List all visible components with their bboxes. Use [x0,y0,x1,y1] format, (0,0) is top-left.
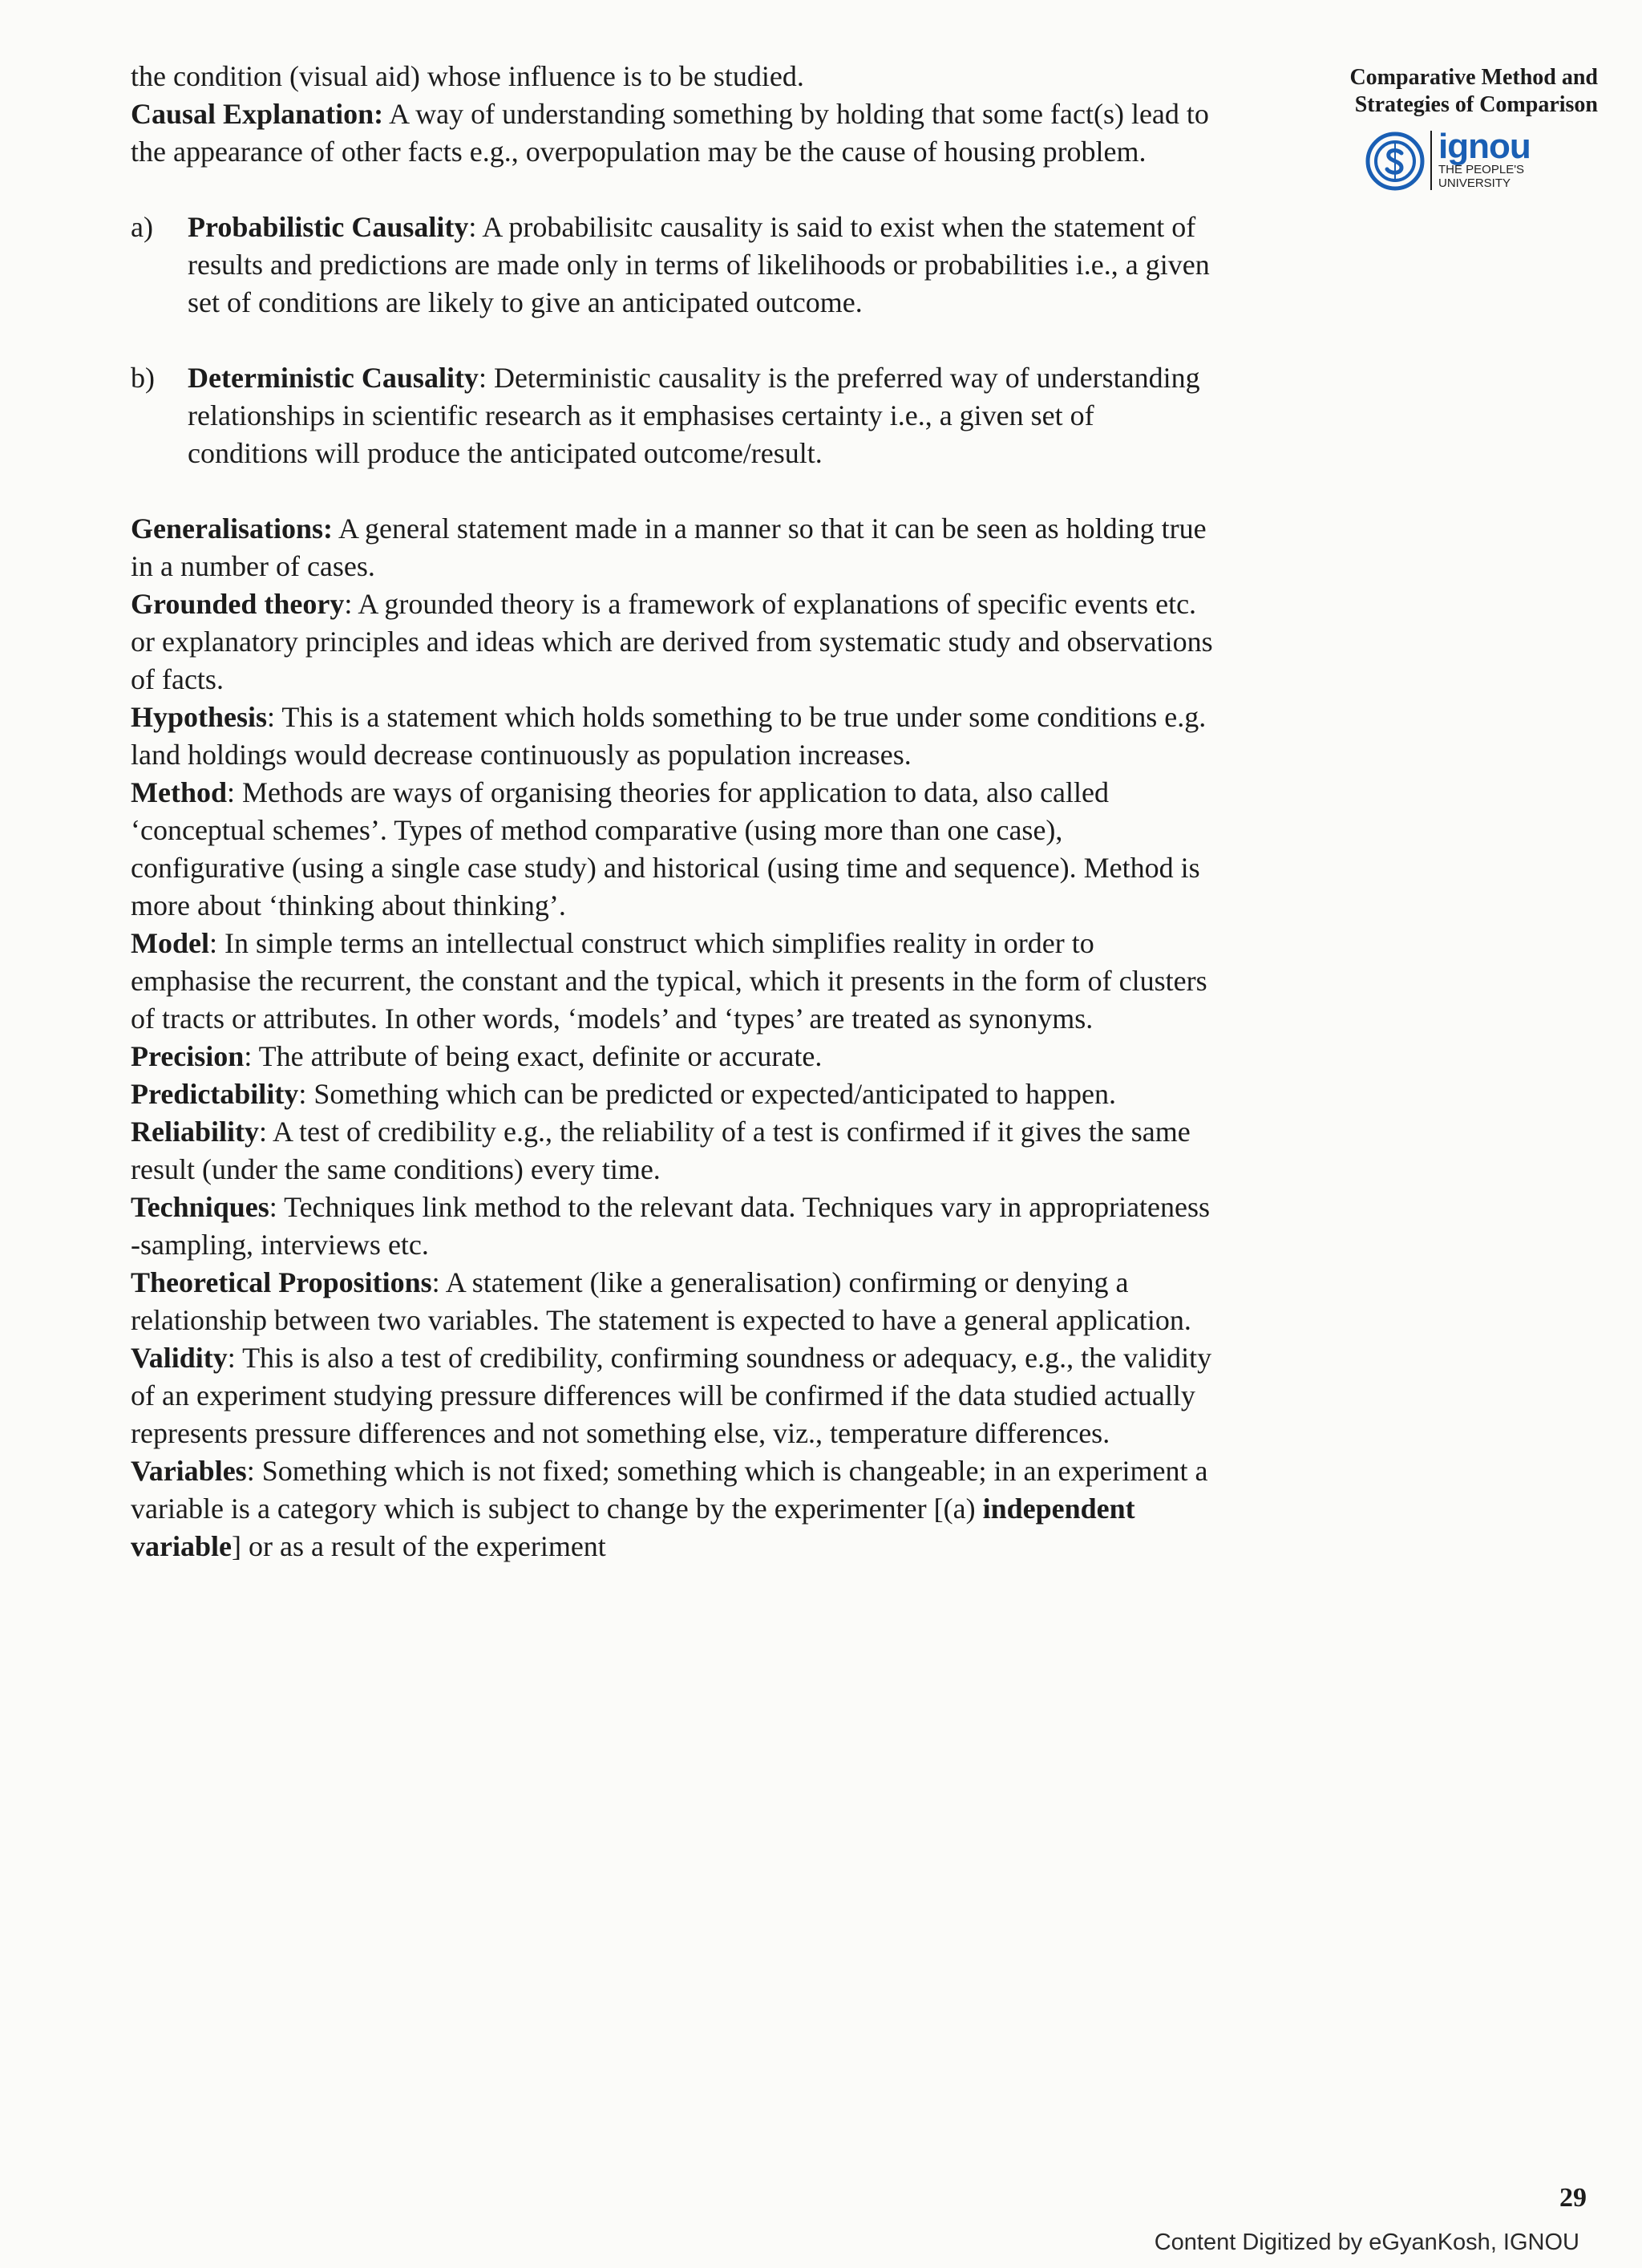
glossary-term: Variables [131,1455,247,1487]
ignou-tagline-1: THE PEOPLE'S [1438,163,1525,176]
glossary-definition: A general statement made in a manner so that it can be seen as holding true in a number of cases. [131,512,1207,582]
glossary-term: Generalisations: [131,512,333,545]
glossary-entry-grounded-theory [131,585,1221,699]
intro-line: the condition (visual aid) whose influence is to be studied. [131,60,804,92]
causality-types-list [131,209,1221,472]
glossary-term: Probabilistic Causality [188,211,469,243]
glossary-term: Precision [131,1040,245,1072]
glossary-definition: : Techniques link method to the relevant data. Techniques vary in appropriateness -sampling, interviews etc. [131,1191,1211,1261]
digitization-credit: Content Digitized by eGyanKosh, IGNOU [1154,2230,1579,2255]
glossary-term: Theoretical Propositions [131,1266,432,1298]
glossary-term: Model [131,927,209,959]
glossary-term: Method [131,776,227,808]
glossary-definition: : Something which is not fixed; something which is changeable; in an experiment a variable is a category which is subject to change by the experimenter [(a) [131,1455,1208,1525]
glossary-definition: : A statement (like a generalisation) confirming or denying a relationship between two variables. The statement is expected to have a general application. [131,1266,1191,1336]
glossary-definition: : This is also a test of credibility, confirming soundness or adequacy, e.g., the validity of an experiment studying pressure differences will be confirmed if the data studied actually represents pressure differences and not something else, viz., temperature differences. [131,1342,1212,1449]
glossary-definition-tail: ] or as a result of the experiment [231,1530,606,1562]
list-item-body [188,209,1221,322]
glossary-definition: : A probabilisitc causality is said to exist when the statement of results and predictions are made only in terms of likelihoods or probabilities i.e., a given set of conditions are likely to give an anticipated outcome. [188,211,1210,318]
glossary-entry-hypothesis [131,699,1221,774]
glossary-term: Techniques [131,1191,269,1223]
glossary-definition: : Deterministic causality is the preferred way of understanding relationships in scientific research as it emphasises certainty i.e., a given set of conditions will produce the anticipated outcome/result. [188,362,1200,469]
glossary-entry-model [131,925,1221,1038]
running-header-line-2: Strategies of Comparison [1354,92,1598,117]
ignou-brand-name: ignou [1438,127,1531,166]
glossary-definition: : A grounded theory is a framework of explanations of specific events etc. or explanatory principles and ideas which are derived from systematic study and observations of facts. [131,588,1213,695]
running-header-line-1: Comparative Method and [1349,65,1598,90]
glossary-term: Grounded theory [131,588,345,620]
list-item-letter: b) [131,362,155,394]
running-header [1293,64,1598,119]
glossary-definition: : Methods are ways of organising theories for application to data, also called ‘conceptual schemes’. Types of method comparative (using more than one case), configurative (using a single case study) and historical (using time and sequence). Method is more about ‘thinking about thinking’. [131,776,1200,921]
glossary-term: Predictability [131,1078,299,1110]
glossary-entry-causal-explanation [131,95,1221,171]
page-number: 29 [1559,2183,1587,2213]
ignou-logo [1365,127,1541,195]
glossary-definition: A way of understanding something by holding that some fact(s) lead to the appearance of other facts e.g., overpopulation may be the cause of housing problem. [131,98,1209,168]
list-item [131,209,1221,322]
glossary-definition: : The attribute of being exact, definite or accurate. [244,1040,823,1072]
glossary-body [131,58,1221,1565]
glossary-entry-theoretical-propositions [131,1264,1221,1339]
glossary-entry-techniques [131,1189,1221,1264]
ignou-logo-icon [1365,131,1426,192]
glossary-entry-method [131,774,1221,925]
glossary-term: Validity [131,1342,228,1374]
ignou-brand [1430,127,1531,190]
glossary-entry-variables [131,1452,1221,1565]
glossary-definition: : In simple terms an intellectual construct which simplifies reality in order to emphasise the recurrent, the constant and the typical, which it presents in the form of clusters of tracts or attributes. In other words, ‘models’ and ‘types’ are treated as synonyms. [131,927,1207,1035]
glossary-definition: : Something which can be predicted or expected/anticipated to happen. [298,1078,1116,1110]
list-item [131,359,1221,472]
glossary-term: Deterministic Causality [188,362,479,394]
independent-variable-label: independent variable [131,1492,1135,1562]
ignou-tagline-2: UNIVERSITY [1438,176,1511,190]
glossary-definition: : A test of credibility e.g., the reliability of a test is confirmed if it gives the same result (under the same conditions) every time. [131,1116,1191,1185]
glossary-term: Causal Explanation: [131,98,384,130]
glossary-entry-generalisations [131,510,1221,585]
list-item-body [188,359,1221,472]
glossary-entry-reliability [131,1113,1221,1189]
list-item-letter: a) [131,211,153,243]
glossary-definition: : This is a statement which holds something to be true under some conditions e.g. land holdings would decrease continuously as population increases. [131,701,1207,771]
glossary-entry-precision [131,1038,1221,1075]
glossary-entry-validity [131,1339,1221,1452]
glossary-term: Hypothesis [131,701,268,733]
glossary-entry-predictability [131,1075,1221,1113]
glossary-term: Reliability [131,1116,259,1148]
